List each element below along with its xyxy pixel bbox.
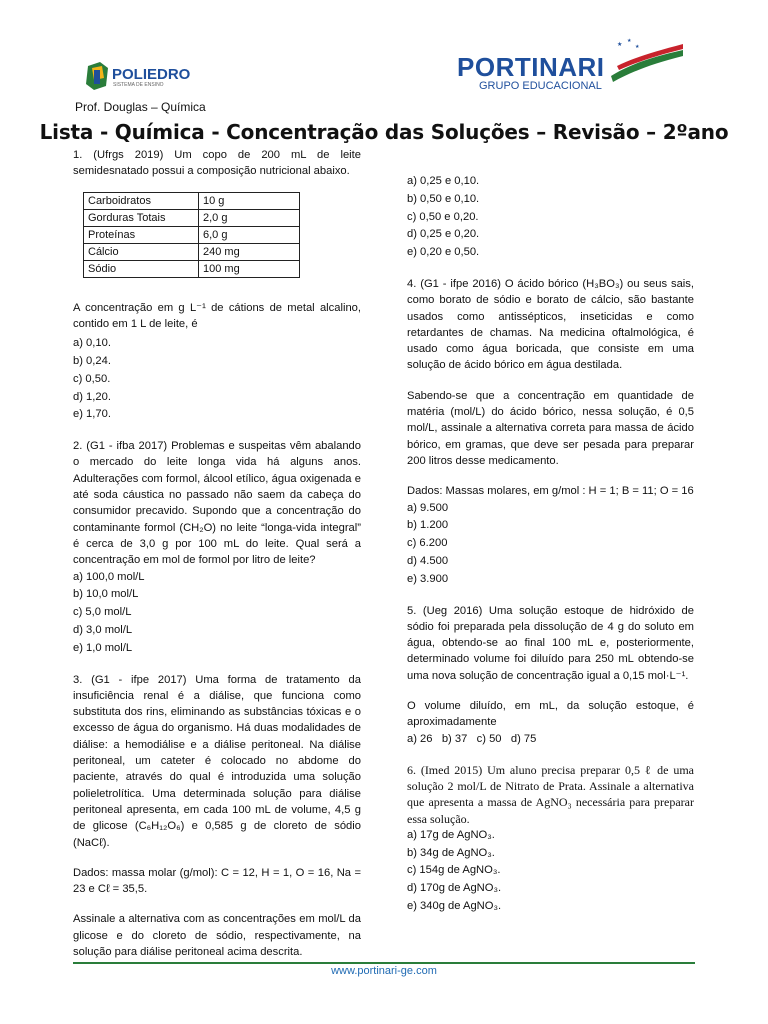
- professor-line: Prof. Douglas – Química: [75, 100, 206, 114]
- nutrition-table: [83, 192, 300, 278]
- option: e) 340g de AgNO₃.: [407, 899, 502, 912]
- option: e) 0,20 e 0,50.: [407, 246, 480, 259]
- q4-dados: Dados: Massas molares, em g/mol : H = 1; B = 11; O = 16: [407, 485, 694, 498]
- option: d) 4.500: [407, 554, 449, 567]
- option: b) 0,50 e 0,10.: [407, 192, 480, 205]
- option: a) 0,25 e 0,10.: [407, 175, 480, 187]
- q6-text: 6. (Imed 2015) Um aluno precisa preparar 0,5 ℓ de uma solução 2 mol/L de Nitrato de Prata. Assinale a alternativa que apresenta a massa de AgNO₃ necessária para preparar essa solução.: [407, 762, 694, 826]
- option: d) 0,25 e 0,20.: [407, 228, 480, 241]
- svg-text:★: ★: [627, 38, 632, 44]
- option: d) 170g de AgNO₃.: [407, 882, 502, 895]
- option: c) 0,50 e 0,20.: [407, 210, 479, 223]
- q1-options: [73, 335, 361, 424]
- table-row: Proteínas 6,0 g: [84, 226, 300, 243]
- right-column: [407, 147, 694, 916]
- q1-intro: 1. (Ufrgs 2019) Um copo de 200 mL de leite semidesnatado possui a composição nutricional abaixo.: [73, 149, 361, 178]
- q2-options: [73, 569, 361, 658]
- option: a) 9.500: [407, 501, 449, 514]
- option: d) 3,0 mol/L: [73, 623, 133, 636]
- portinari-name: PORTINARI: [457, 52, 605, 82]
- page-title: Lista - Química - Concentração das Soluções – Revisão – 2ºano: [39, 120, 729, 144]
- footer-divider: [73, 962, 695, 964]
- q3-options: [407, 173, 694, 262]
- option: e) 1,0 mol/L: [73, 641, 133, 654]
- q3-question: Assinale a alternativa com as concentrações em mol/L da glicose e do cloreto de sódio, respectivamente, na solução para diálise peritoneal acima descrita.: [73, 913, 361, 958]
- poliedro-subtitle: SISTEMA DE ENSINO: [113, 82, 164, 88]
- q3-dados: Dados: massa molar (g/mol): C = 12, H = 1, O = 16, Na = 23 e Cℓ = 35,5.: [73, 866, 361, 896]
- option: a) 0,10.: [73, 337, 111, 350]
- q4-text2: Sabendo-se que a concentração em quantidade de matéria (mol/L) do ácido bórico, nessa solução, é 0,5 mol/L, assinale a alternativa correta para massa de ácido bórico, em gramas, que deve ser pesada para preparar 200 litros desse medicamento.: [407, 389, 694, 467]
- q6-options: [407, 827, 694, 916]
- q4-options: [407, 500, 694, 589]
- left-column: [73, 147, 361, 958]
- q5-text: 5. (Ueg 2016) Uma solução estoque de hidróxido de sódio foi preparada pela dissolução de 4 g do soluto em água, obtendo-se ao final 100 mL e, posteriormente, determinado volume foi diluído para 250 mL obtendo-se uma nova solução de concentração igual a 0,15 mol·L⁻¹.: [407, 604, 694, 682]
- poliedro-name: POLIEDRO: [112, 66, 191, 83]
- flag-swoosh-icon: [607, 36, 687, 86]
- q1-question: A concentração em g L⁻¹ de cátions de metal alcalino, contido em 1 L de leite, é: [73, 301, 361, 330]
- option: b) 1.200: [407, 519, 449, 532]
- option: b) 0,24.: [73, 354, 111, 367]
- option: c) 6.200: [407, 537, 448, 550]
- option: c) 0,50.: [73, 372, 111, 385]
- option: d) 1,20.: [73, 390, 111, 403]
- option: c) 154g de AgNO₃.: [407, 864, 501, 877]
- q5-options: a) 26 b) 37 c) 50 d) 75: [407, 732, 537, 745]
- option: e) 3.900: [407, 572, 449, 585]
- table-row: Cálcio 240 mg: [84, 243, 300, 260]
- svg-text:★: ★: [617, 42, 623, 48]
- table-row: Gorduras Totais 2,0 g: [84, 209, 300, 226]
- option: a) 17g de AgNO₃.: [407, 828, 495, 841]
- option: c) 5,0 mol/L: [73, 606, 132, 619]
- q2-text: 2. (G1 - ifba 2017) Problemas e suspeitas vêm abalando o mercado do leite longa vida há alguns anos. Adulterações com formol, álcool etílico, água oxigenada e até soda cáustica no passado não saem da cabeça do consumidor precavido. Supondo que a concentração do contaminante formol (CH₂O) no leite “longa-vida integral” é cerca de 3,0 g por 100 mL do leite. Qual será a concentração em mol de formol por litro de leite?: [73, 440, 361, 567]
- option: b) 34g de AgNO₃.: [407, 846, 495, 859]
- footer-url: www.portinari-ge.com: [331, 965, 437, 977]
- table-row: Carboidratos 10 g: [84, 192, 300, 209]
- option: a) 100,0 mol/L: [73, 570, 145, 583]
- q5-question: O volume diluído, em mL, da solução estoque, é aproximadamente: [407, 700, 694, 729]
- option: b) 10,0 mol/L: [73, 588, 139, 601]
- portinari-subtitle: GRUPO EDUCACIONAL: [479, 80, 602, 92]
- poliedro-logo: [86, 62, 191, 97]
- option: e) 1,70.: [73, 408, 111, 421]
- q3-text: 3. (G1 - ifpe 2017) Uma forma de tratamento da insuficiência renal é a diálise, que funciona como substituta dos rins, eliminando as substâncias tóxicas e o excesso de água do organismo. Há duas modalidades de diálise: a hemodiálise e a diálise peritoneal. Na diálise peritoneal, um cateter é colocado no abdome do paciente, através do qual é introduzida uma solução polieletrolítica. Uma determinada solução para diálise peritoneal apresenta, em cada 100 mL de volume, 4,5 g de glicose (C₆H₁₂O₆) e 0,585 g de cloreto de sódio (NaCℓ).: [73, 673, 361, 849]
- svg-text:★: ★: [635, 44, 640, 50]
- q4-text: 4. (G1 - ifpe 2016) O ácido bórico (H₃BO₃) ou seus sais, como borato de sódio e borato de cálcio, são bastante usados como antissépticos, inseticidas e como retardantes de chamas. Na medicina oftalmológica, é usado como água boricada, que consiste em uma solução de ácido bórico em água destilada.: [407, 277, 694, 372]
- table-row: Sódio 100 mg: [84, 260, 300, 277]
